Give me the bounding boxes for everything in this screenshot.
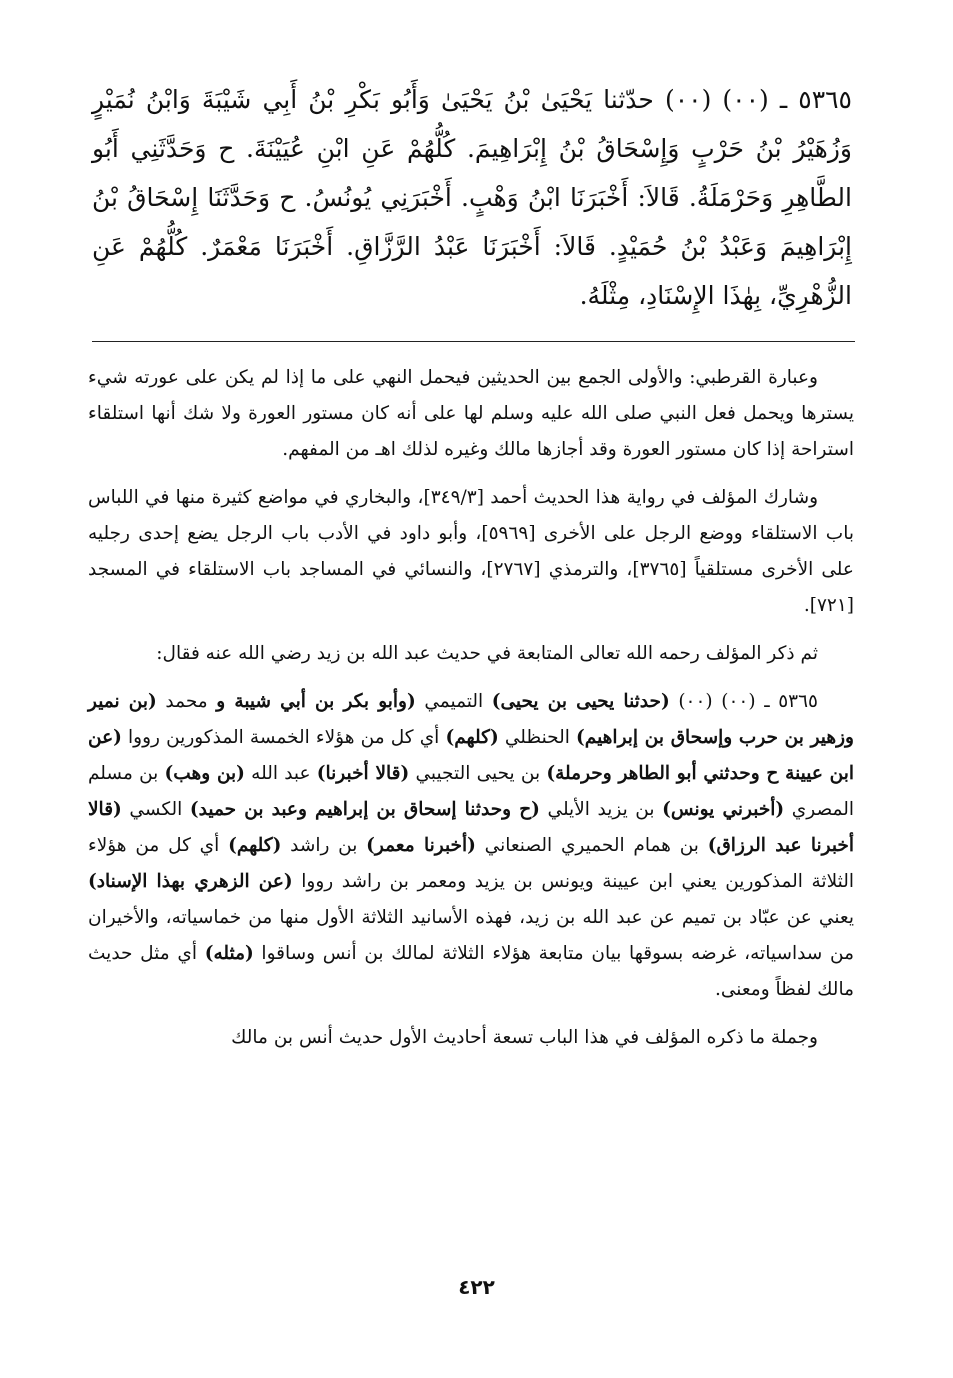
bold-segment: (وأبو بكر بن أبي شيبة و — [216, 691, 416, 712]
hadith-text: ٥٣٦٥ ـ (٠٠) (٠٠) حدّثنا يَحْيَىٰ بْنُ يَحْيَىٰ وَأَبُو بَكْرِ بْنُ أَبِي شَيْبَةَ وَابْنُ نُمَيْرٍ وَزُهَيْرُ بْنُ حَرْبٍ وَإِسْحَاقُ بْنُ إِبْرَاهِيمَ. كُلُّهُمْ عَنِ ابْنِ عُيَيْنَةَ. ح وَحَدَّثَنِي أَبُو الطَّاهِرِ وَحَرْمَلَةُ. قَالاَ: أَخْبَرَنَا ابْنُ وَهْبٍ. أَخْبَرَنِي يُونُسُ. ح وَحَدَّثَنَا إِسْحَاقُ بْنُ إِبْرَاهِيمَ وَعَبْدُ بْنُ حُمَيْدٍ. قَالاَ: أَخْبَرَنَا عَبْدُ الرَّزَّاقِ. أَخْبَرَنَا مَعْمَرٌ. كُلُّهُمْ عَنِ الزُّهْرِيِّ، بِهٰذَا الإِسْنَادِ، مِثْلَهُ. — [92, 85, 852, 310]
text-segment: أي كل من هؤلاء الخمسة المذكورين رووا — [121, 727, 446, 748]
text-segment: أي مثل حديث مالك لفظاً ومعنى. — [88, 943, 854, 1000]
commentary-paragraph-1: وعبارة القرطبي: والأولى الجمع بين الحديثين فيحمل النهي على ما إذا لم يكن على عورته شيء يسترها ويحمل فعل النبي صلى الله عليه وسلم لها على أنه كان مستور العورة ولا شك أنها استلقاء استراحة إذا كان مستور العورة وقد أجازها مالك وغيره لذلك اهـ من المفهم. — [88, 367, 854, 460]
text-segment: ٥٣٦٥ ـ (٠٠) (٠٠) — [669, 691, 818, 712]
text-segment: يعني عن عبّاد بن تميم عن عبد الله بن زيد، فهذه الأسانيد الثلاثة الأول منها من خماسياته، والأخيران من سداسياته، غرضه بسوقها بيان متابعة هؤلاء الثلاثة لمالك بن أنس وساقوا — [88, 907, 854, 964]
text-segment: بن راشد — [281, 835, 367, 856]
bold-segment: (أخبرني يونس) — [662, 799, 785, 820]
bold-segment: (عن ابن عيينة ح وحدثني أبو الطاهر وحرملة) — [88, 727, 855, 784]
text-segment: بن همام الحميري الصنعاني — [475, 835, 708, 856]
text-segment: الكسي — [121, 799, 190, 820]
text-segment: الحنظلي — [498, 727, 577, 748]
bold-segment: (قالا أخبرنا) — [316, 763, 410, 784]
bold-segment: (حدثنا يحيى بن يحيى) — [491, 691, 670, 712]
commentary-paragraph-3: ثم ذكر المؤلف رحمه الله تعالى المتابعة في حديث عبد الله بن زيد رضي الله عنه فقال: — [156, 643, 818, 664]
bold-segment: (عن الزهري بهذا الإسناد) — [88, 871, 293, 892]
commentary-paragraph-4 — [88, 684, 854, 1008]
bold-segment: (بن نمير وزهير بن حرب وإسحاق بن إبراهيم) — [88, 691, 854, 748]
bold-segment: (كلهم) — [445, 727, 499, 748]
bold-segment: (مثله) — [204, 943, 254, 964]
bold-segment: (بن وهب) — [164, 763, 245, 784]
text-segment: عبد الله — [244, 763, 317, 784]
bold-segment: (كلهم) — [228, 835, 282, 856]
text-segment: أي كل من هؤلاء الثلاثة المذكورين يعني ابن عيينة ويونس بن يزيد ومعمر بن راشد رووا — [88, 835, 854, 892]
commentary-paragraph-2: وشارك المؤلف في رواية هذا الحديث أحمد [٣٤٩/٣]، والبخاري في مواضع كثيرة منها في اللباس باب الاستلقاء ووضع الرجل على الأخرى [٥٩٦٩]، وأبو داود في الأدب باب الرجل يضع إحدى رجليه على الأخرى مستلقياً [٣٧٦٥]، والترمذي [٢٧٦٧]، والنسائي في المساجد باب الاستلقاء في المسجد [٧٢١]. — [88, 487, 854, 616]
text-segment: بن يزيد الأيلي — [539, 799, 663, 820]
text-segment: محمد — [156, 691, 217, 712]
commentary-paragraph-5: وجملة ما ذكره المؤلف في هذا الباب تسعة أحاديث الأول حديث أنس بن مالك — [231, 1027, 818, 1048]
text-segment: التميمي — [415, 691, 492, 712]
text-segment: بن يحيى التجيبي — [409, 763, 547, 784]
commentary — [88, 360, 854, 1068]
page-number: ٤٢٢ — [458, 1275, 495, 1299]
bold-segment: (ح وحدثنا إسحاق بن إبراهيم وعبد بن حميد) — [189, 799, 540, 820]
bold-segment: (قالا أخبرنا عبد الرزاق) — [88, 799, 854, 856]
text-segment: بن مسلم المصري — [88, 763, 854, 820]
bold-segment: (أخبرنا معمر) — [366, 835, 476, 856]
divider-line — [92, 341, 855, 342]
